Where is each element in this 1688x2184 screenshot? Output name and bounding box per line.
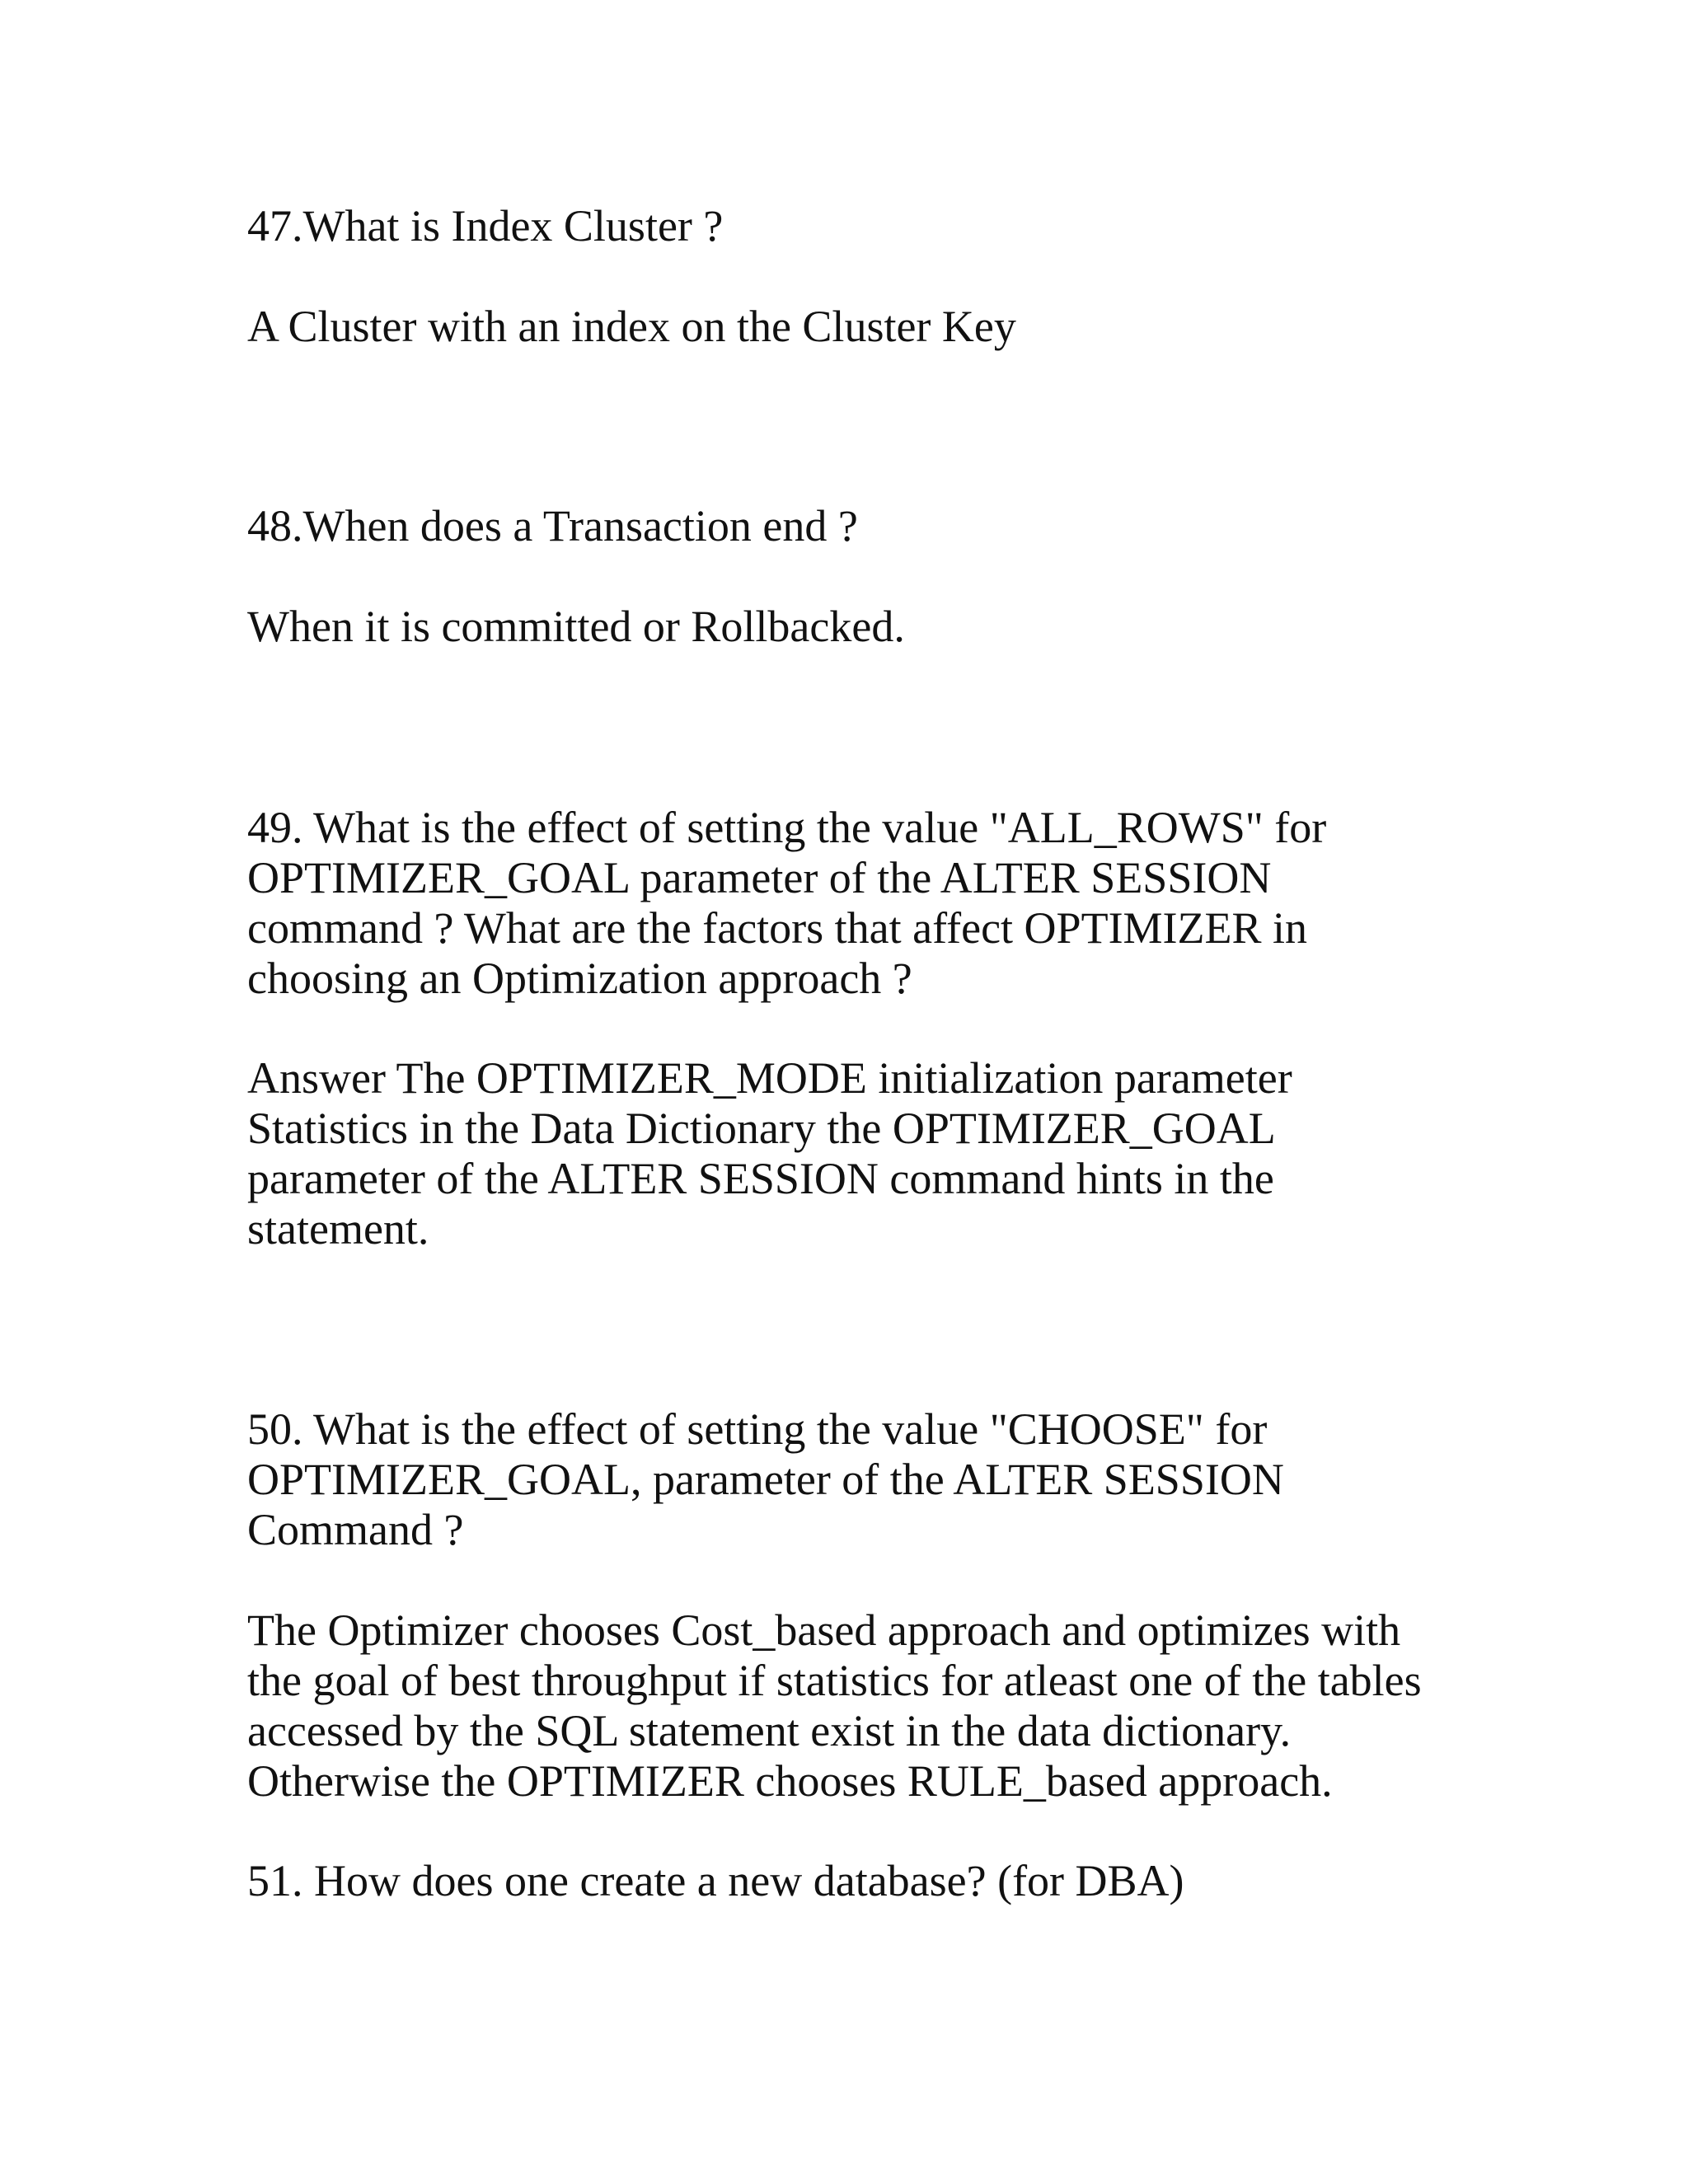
q48-question: 48.When does a Transaction end ? bbox=[247, 501, 858, 551]
q50-question-line: OPTIMIZER_GOAL, parameter of the ALTER SESSION bbox=[247, 1455, 1284, 1504]
q50-answer-line: Otherwise the OPTIMIZER chooses RULE_based approach. bbox=[247, 1756, 1333, 1806]
q49-answer-line: Answer The OPTIMIZER_MODE initialization parameter bbox=[247, 1053, 1292, 1103]
q49-answer-line: statement. bbox=[247, 1204, 429, 1254]
q49-question-line: command ? What are the factors that affect OPTIMIZER in bbox=[247, 903, 1308, 953]
q49-question-line: choosing an Optimization approach ? bbox=[247, 954, 912, 1003]
q48-answer: When it is committed or Rollbacked. bbox=[247, 602, 905, 651]
q49-question-line: 49. What is the effect of setting the value "ALL_ROWS" for bbox=[247, 803, 1327, 852]
q51-question: 51. How does one create a new database? (for DBA) bbox=[247, 1856, 1184, 1905]
q50-question-line: Command ? bbox=[247, 1505, 464, 1554]
q49-answer-line: parameter of the ALTER SESSION command hints in the bbox=[247, 1154, 1274, 1203]
q50-answer-line: accessed by the SQL statement exist in the data dictionary. bbox=[247, 1706, 1292, 1755]
q47-question: 47.What is Index Cluster ? bbox=[247, 201, 724, 251]
q47-answer: A Cluster with an index on the Cluster Key bbox=[247, 302, 1016, 351]
q50-answer-line: The Optimizer chooses Cost_based approach and optimizes with bbox=[247, 1605, 1401, 1655]
q49-question-line: OPTIMIZER_GOAL parameter of the ALTER SESSION bbox=[247, 853, 1272, 902]
q50-question-line: 50. What is the effect of setting the value "CHOOSE" for bbox=[247, 1404, 1268, 1454]
q49-answer-line: Statistics in the Data Dictionary the OPTIMIZER_GOAL bbox=[247, 1104, 1276, 1153]
q50-answer-line: the goal of best throughput if statistics for atleast one of the tables bbox=[247, 1656, 1422, 1705]
